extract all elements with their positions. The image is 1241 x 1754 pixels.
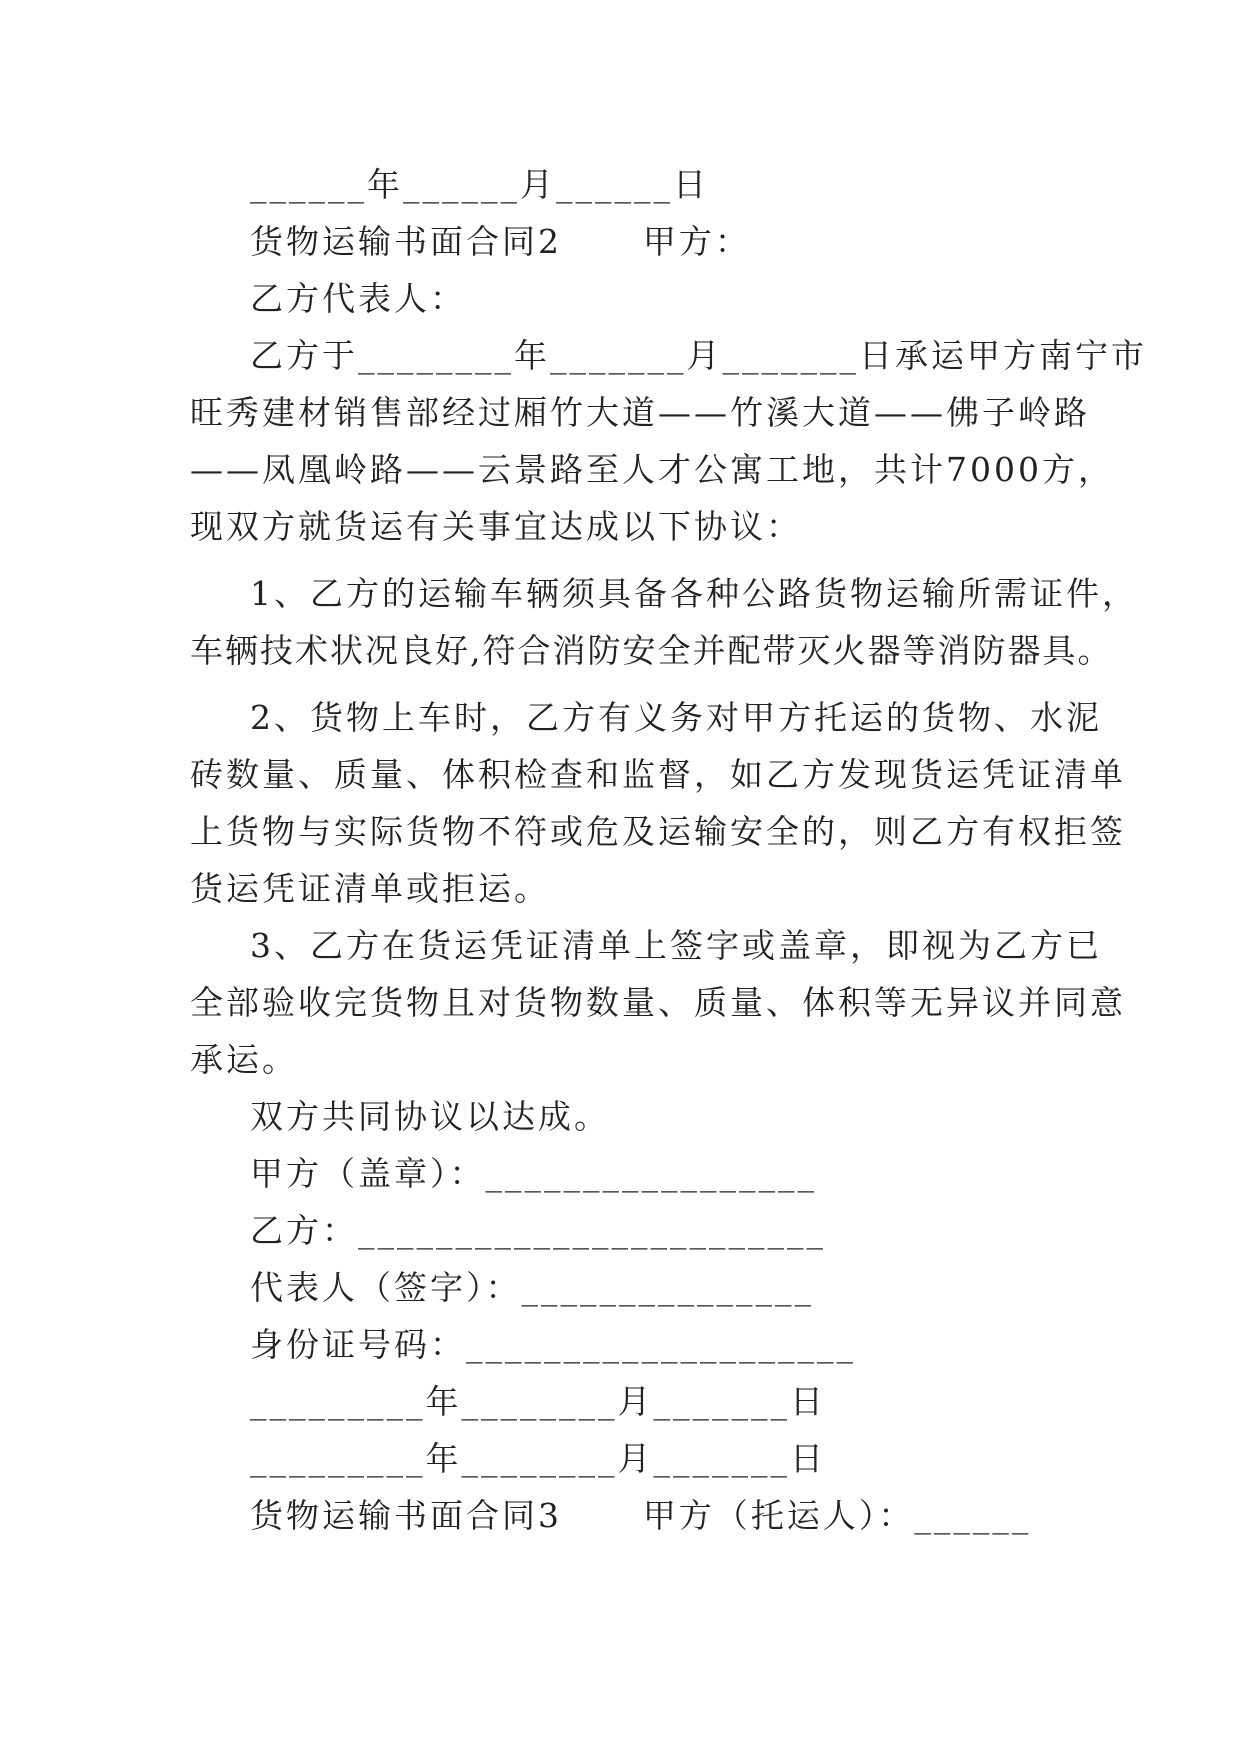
date-line-1: _________年________月_______日 [250, 1382, 826, 1421]
date-line-2: _________年________月_______日 [250, 1439, 826, 1478]
party-b-rep-line: 乙方代表人： [250, 279, 466, 318]
contract-2-heading: 货物运输书面合同2 甲方： [250, 222, 751, 261]
contract-3-heading: 货物运输书面合同3 甲方（托运人）：______ [250, 1496, 1032, 1535]
date-line-top: ______年______月______日 [250, 165, 709, 204]
representative-signature-line: 代表人（签字）：_______________ [250, 1268, 814, 1307]
agreement-statement: 双方共同协议以达成。 [250, 1097, 610, 1136]
party-b-line: 乙方：________________________ [250, 1211, 826, 1250]
clause-2-line-1: 2、货物上车时，乙方有义务对甲方托运的货物、水泥 [250, 698, 1102, 737]
paragraph-intro-line-3: ——凤凰岭路——云景路至人才公寓工地，共计7000方， [190, 450, 1114, 489]
party-a-seal-line: 甲方（盖章）：_________________ [250, 1154, 817, 1193]
clause-1-line-1: 1、乙方的运输车辆须具备各种公路货物运输所需证件， [250, 574, 1138, 613]
clause-3-line-1: 3、乙方在货运凭证清单上签字或盖章，即视为乙方已 [250, 926, 1102, 965]
paragraph-intro-line-4: 现双方就货运有关事宜达成以下协议： [190, 507, 802, 546]
clause-2-line-4: 货运凭证清单或拒运。 [190, 869, 550, 908]
paragraph-intro-line-2: 旺秀建材销售部经过厢竹大道——竹溪大道——佛子岭路 [190, 393, 1090, 432]
clause-2-line-2: 砖数量、质量、体积检查和监督，如乙方发现货运凭证清单 [190, 755, 1126, 794]
clause-2-line-3: 上货物与实际货物不符或危及运输安全的，则乙方有权拒签 [190, 812, 1126, 851]
clause-3-line-2: 全部验收完货物且对货物数量、质量、体积等无异议并同意 [190, 983, 1126, 1022]
clause-1-line-2: 车辆技术状况良好,符合消防安全并配带灭火器等消防器具。 [190, 631, 1113, 670]
paragraph-intro-line-1: 乙方于________年_______月_______日承运甲方南宁市 [250, 336, 1147, 375]
id-number-line: 身份证号码：____________________ [250, 1325, 856, 1364]
clause-3-line-3: 承运。 [190, 1040, 298, 1079]
